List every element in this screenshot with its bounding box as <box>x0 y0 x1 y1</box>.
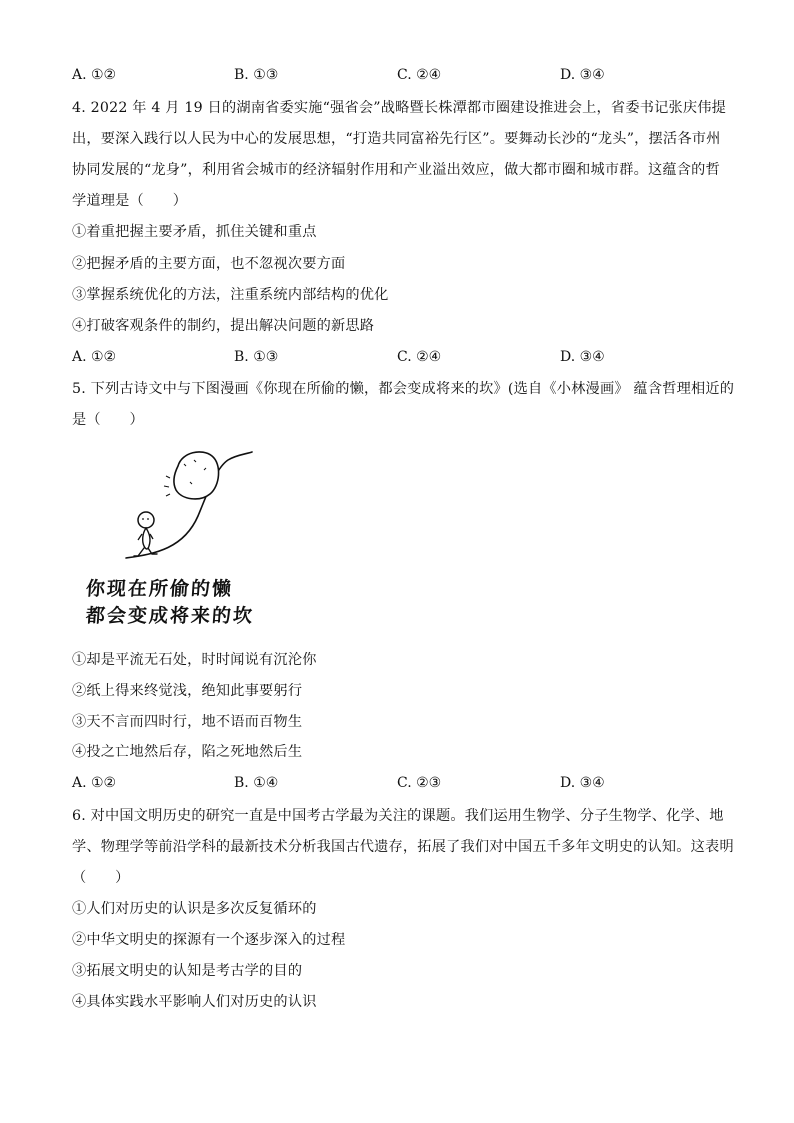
q6-item-2: ②中华文明史的探源有一个逐步深入的过程 <box>72 932 346 948</box>
q5-item-2: ②纸上得来终觉浅，绝知此事要躬行 <box>72 683 303 699</box>
q3-options <box>72 65 732 85</box>
q6-stem-line-3: （ ） <box>72 870 130 886</box>
q5-option-d: D. ③④ <box>560 775 605 791</box>
q5-stem-line-1: 5. 下列古诗文中与下图漫画《你现在所偷的懒，都会变成将来的坎》(选自《小林漫画》 蕴含哲理相近的 <box>72 381 735 397</box>
q4-option-b: B. ①③ <box>234 349 279 365</box>
q5-option-c: C. ②③ <box>397 775 442 791</box>
q6-item-3: ③拓展文明史的认知是考古学的目的 <box>72 963 303 979</box>
q4-stem-line-4: 学道理是（ ） <box>72 193 188 209</box>
q5-option-a: A. ①② <box>72 775 117 791</box>
q4-options <box>72 347 732 367</box>
q4-item-2: ②把握矛盾的主要方面，也不忽视次要方面 <box>72 256 346 272</box>
q6-stem-line-1: 6. 对中国文明历史的研究一直是中国考古学最为关注的课题。我们运用生物学、分子生物学、化学、地 <box>72 808 724 824</box>
q4-item-1: ①着重把握主要矛盾，抓住关键和重点 <box>72 224 317 240</box>
comic-caption-line-2: 都会变成将来的坎 <box>85 605 255 627</box>
q4-item-4: ④打破客观条件的制约，提出解决问题的新思路 <box>72 318 375 334</box>
q3-option-a: A. ①② <box>72 67 117 83</box>
q4-option-a: A. ①② <box>72 349 117 365</box>
q3-option-d: D. ③④ <box>560 67 605 83</box>
q6-item-1: ①人们对历史的认识是多次反复循环的 <box>72 901 317 917</box>
q5-item-1: ①却是平流无石处，时时闻说有沉沦你 <box>72 652 317 668</box>
q5-stem-line-2: 是（ ） <box>72 412 144 428</box>
q5-item-3: ③天不言而四时行，地不语而百物生 <box>72 714 303 730</box>
q4-item-3: ③掌握系统优化的方法，注重系统内部结构的优化 <box>72 287 389 303</box>
q6-item-4: ④具体实践水平影响人们对历史的认识 <box>72 994 317 1010</box>
comic-drawing <box>86 446 264 570</box>
q4-stem-line-2: 出，要深入践行以人民为中心的发展思想，“打造共同富裕先行区”。要舞动长沙的“龙头”，摆活各市州 <box>72 131 721 147</box>
q5-options <box>72 773 732 793</box>
q5-item-4: ④投之亡地然后存，陷之死地然后生 <box>72 744 303 760</box>
figure-head <box>138 512 154 528</box>
boulder-shape <box>174 452 219 499</box>
q6-stem-line-2: 学、物理学等前沿学科的最新技术分析我国古代遗存，拓展了我们对中国五千多年文明史的认知。这表明 <box>72 839 734 855</box>
figure-body <box>143 528 150 549</box>
comic-caption-line-1: 你现在所偷的懒 <box>85 578 234 600</box>
q5-option-b: B. ①④ <box>234 775 279 791</box>
q4-option-d: D. ③④ <box>560 349 605 365</box>
q4-stem-line-1: 4. 2022 年 4 月 19 日的湖南省委实施“强省会”战略暨长株潭都市圈建设推进会上，省委书记张庆伟提 <box>72 100 727 116</box>
q4-stem-line-3: 协同发展的“龙身”，利用省会城市的经济辐射作用和产业溢出效应，做大都市圈和城市群。这蕴含的哲 <box>72 162 720 178</box>
q3-option-c: C. ②④ <box>397 67 442 83</box>
q4-option-c: C. ②④ <box>397 349 442 365</box>
q3-option-b: B. ①③ <box>234 67 279 83</box>
comic-illustration <box>86 446 264 632</box>
